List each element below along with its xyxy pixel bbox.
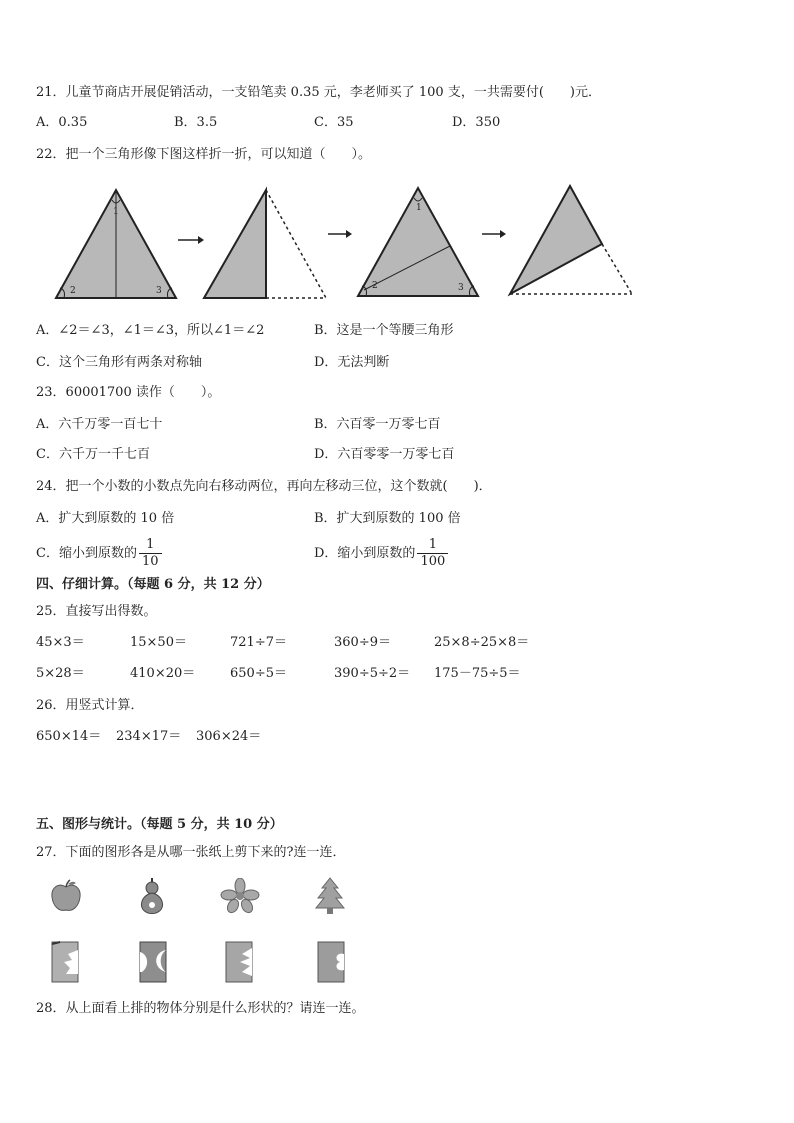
- apple-icon[interactable]: [48, 878, 84, 914]
- q28-stem: 28．从上面看上排的物体分别是什么形状的？请连一连。: [36, 1001, 365, 1016]
- svg-text:1: 1: [416, 203, 422, 213]
- triangle-figure-2: [204, 190, 326, 298]
- q25-stem: 25．直接写出得数。: [36, 604, 157, 619]
- q22-stem: 22．把一个三角形像下图这样折一折，可以知道（ ）。: [36, 147, 372, 162]
- section-5-heading: 五、图形与统计。（每题 5 分，共 10 分）: [36, 817, 283, 832]
- angle-label-1: 1: [113, 207, 119, 217]
- q21-option-b[interactable]: B．3.5: [174, 115, 218, 130]
- fraction-one-hundredth: $\frac{1}{100}$: [417, 537, 448, 570]
- paper-moon-cutout[interactable]: [138, 940, 168, 984]
- flower-icon[interactable]: [220, 878, 260, 914]
- q25-item: 45×3＝: [36, 635, 85, 650]
- angle-label-2: 2: [70, 286, 76, 296]
- q22-fold-diagram: [48, 182, 648, 306]
- svg-text:2: 2: [372, 281, 378, 291]
- q25-item: 721÷7＝: [230, 635, 287, 650]
- section-4-heading: 四、仔细计算。（每题 6 分，共 12 分）: [36, 577, 270, 592]
- q26-item: 306×24＝: [196, 729, 262, 744]
- q25-item: 360÷9＝: [334, 635, 391, 650]
- triangle-figure-3: [358, 188, 478, 296]
- q24-option-a[interactable]: A．扩大到原数的 10 倍: [36, 511, 175, 526]
- q26-item: 650×14＝: [36, 729, 102, 744]
- q21-stem: 21．儿童节商店开展促销活动，一支铅笔卖 0.35 元，李老师买了 100 支，一共需要付( )元．: [36, 85, 601, 100]
- q25-item: 15×50＝: [130, 635, 187, 650]
- gourd-icon[interactable]: [134, 876, 170, 916]
- q26-item: 234×17＝: [116, 729, 182, 744]
- q25-item: 25×8÷25×8＝: [434, 635, 530, 650]
- q25-item: 175－75÷5＝: [434, 666, 521, 681]
- q23-option-d[interactable]: D．六百零零一万零七百: [314, 447, 455, 462]
- q24-option-d[interactable]: D．缩小到原数的 $\frac{1}{100}$: [314, 536, 448, 572]
- svg-text:3: 3: [458, 283, 464, 293]
- angle-label-3: 3: [156, 286, 162, 296]
- q25-item: 410×20＝: [130, 666, 196, 681]
- q26-stem: 26．用竖式计算．: [36, 698, 144, 713]
- tree-icon[interactable]: [312, 876, 348, 916]
- q25-item: 390÷5÷2＝: [334, 666, 411, 681]
- arrow-right-icon: [328, 230, 352, 238]
- q21-option-c[interactable]: C．35: [314, 115, 354, 130]
- q22-option-c[interactable]: C．这个三角形有两条对称轴: [36, 355, 202, 370]
- q24-option-c[interactable]: C．缩小到原数的 $\frac{1}{10}$: [36, 536, 162, 572]
- arrow-right-icon: [178, 236, 204, 244]
- q21-option-d[interactable]: D．350: [452, 115, 501, 130]
- q23-option-c[interactable]: C．六千万一千七百: [36, 447, 150, 462]
- fraction-one-tenth: $\frac{1}{10}$: [139, 537, 162, 570]
- paper-notch-cutout[interactable]: [316, 940, 346, 984]
- paper-leaf-cutout[interactable]: [50, 940, 80, 984]
- paper-zigzag-cutout[interactable]: [224, 940, 254, 984]
- q22-option-d[interactable]: D．无法判断: [314, 355, 390, 370]
- q23-stem: 23．60001700 读作（ ）。: [36, 385, 221, 400]
- q25-item: 5×28＝: [36, 666, 85, 681]
- q23-option-a[interactable]: A．六千万零一百七十: [36, 417, 163, 432]
- q21-option-a[interactable]: A．0.35: [36, 115, 88, 130]
- triangle-figure-1: [56, 190, 176, 298]
- q27-stem: 27．下面的图形各是从哪一张纸上剪下来的?连一连．: [36, 845, 346, 860]
- q22-option-b[interactable]: B．这是一个等腰三角形: [314, 323, 454, 338]
- triangle-figure-4: [510, 186, 632, 294]
- arrow-right-icon: [482, 230, 506, 238]
- q22-option-a[interactable]: A．∠2＝∠3，∠1＝∠3，所以∠1＝∠2: [36, 323, 265, 338]
- q24-option-b[interactable]: B．扩大到原数的 100 倍: [314, 511, 461, 526]
- q24-stem: 24．把一个小数的小数点先向右移动两位，再向左移动三位，这个数就( )．: [36, 479, 492, 494]
- q23-option-b[interactable]: B．六百零一万零七百: [314, 417, 441, 432]
- q25-item: 650÷5＝: [230, 666, 287, 681]
